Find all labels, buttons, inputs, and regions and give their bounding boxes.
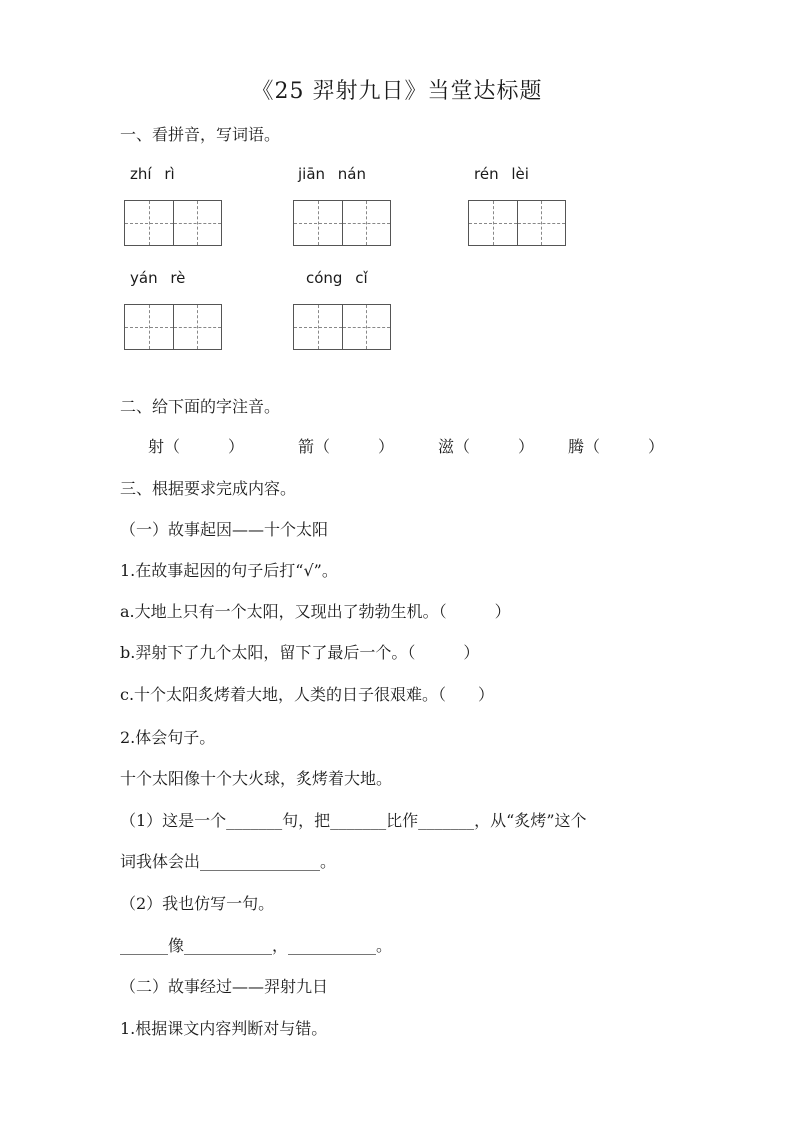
sub-question-2: （2）我也仿写一句。 [120, 894, 275, 913]
sub-question-1-line1[interactable]: （1）这是一个_______句，把_______比作_______，从“炙烤”这个 [120, 811, 587, 830]
grid-cell[interactable] [518, 201, 566, 245]
section1-heading: 一、看拼音，写词语。 [120, 125, 281, 144]
sub-question-1-line2[interactable]: 词我体会出_______________。 [120, 852, 337, 871]
pinyin-annotation-item[interactable]: 滋（ ） [438, 437, 535, 456]
grid-cell[interactable] [294, 201, 343, 245]
pinyin-label: rén lèi [474, 165, 529, 183]
grid-cell[interactable] [343, 305, 391, 349]
grid-cell[interactable] [125, 201, 174, 245]
part2-question-1: 1.根据课文内容判断对与错。 [120, 1019, 328, 1038]
writing-grid[interactable] [124, 200, 222, 246]
pinyin-annotation-item[interactable]: 射（ ） [148, 437, 245, 456]
section2-heading: 二、给下面的字注音。 [120, 397, 281, 416]
writing-grid[interactable] [124, 304, 222, 350]
pinyin-annotation-item[interactable]: 箭（ ） [298, 437, 395, 456]
option-b[interactable]: b.羿射下了九个太阳，留下了最后一个。（ ） [120, 643, 480, 662]
grid-cell[interactable] [125, 305, 174, 349]
pinyin-label: yán rè [130, 269, 186, 287]
pinyin-annotation-item[interactable]: 腾（ ） [568, 437, 665, 456]
page-title: 《25 羿射九日》当堂达标题 [251, 79, 543, 104]
option-c[interactable]: c.十个太阳炙烤着大地，人类的日子很艰难。（ ） [120, 685, 495, 704]
grid-cell[interactable] [174, 305, 222, 349]
question-1: 1.在故事起因的句子后打“√”。 [120, 561, 338, 580]
pinyin-label: cóng cǐ [306, 269, 368, 287]
writing-grid[interactable] [468, 200, 566, 246]
imitation-blank-line[interactable]: ______像___________，___________。 [120, 936, 393, 955]
pinyin-label: jiān nán [298, 165, 367, 183]
writing-grid[interactable] [293, 304, 391, 350]
part2-title: （二）故事经过——羿射九日 [120, 977, 329, 996]
pinyin-label: zhí rì [130, 165, 175, 183]
example-sentence: 十个太阳像十个大火球，炙烤着大地。 [120, 769, 393, 788]
question-2: 2.体会句子。 [120, 728, 216, 747]
section3-heading: 三、根据要求完成内容。 [120, 479, 297, 498]
writing-grid[interactable] [293, 200, 391, 246]
option-a[interactable]: a.大地上只有一个太阳，又现出了勃勃生机。（ ） [120, 602, 511, 621]
grid-cell[interactable] [469, 201, 518, 245]
grid-cell[interactable] [174, 201, 222, 245]
grid-cell[interactable] [343, 201, 391, 245]
part1-title: （一）故事起因——十个太阳 [120, 520, 329, 539]
grid-cell[interactable] [294, 305, 343, 349]
